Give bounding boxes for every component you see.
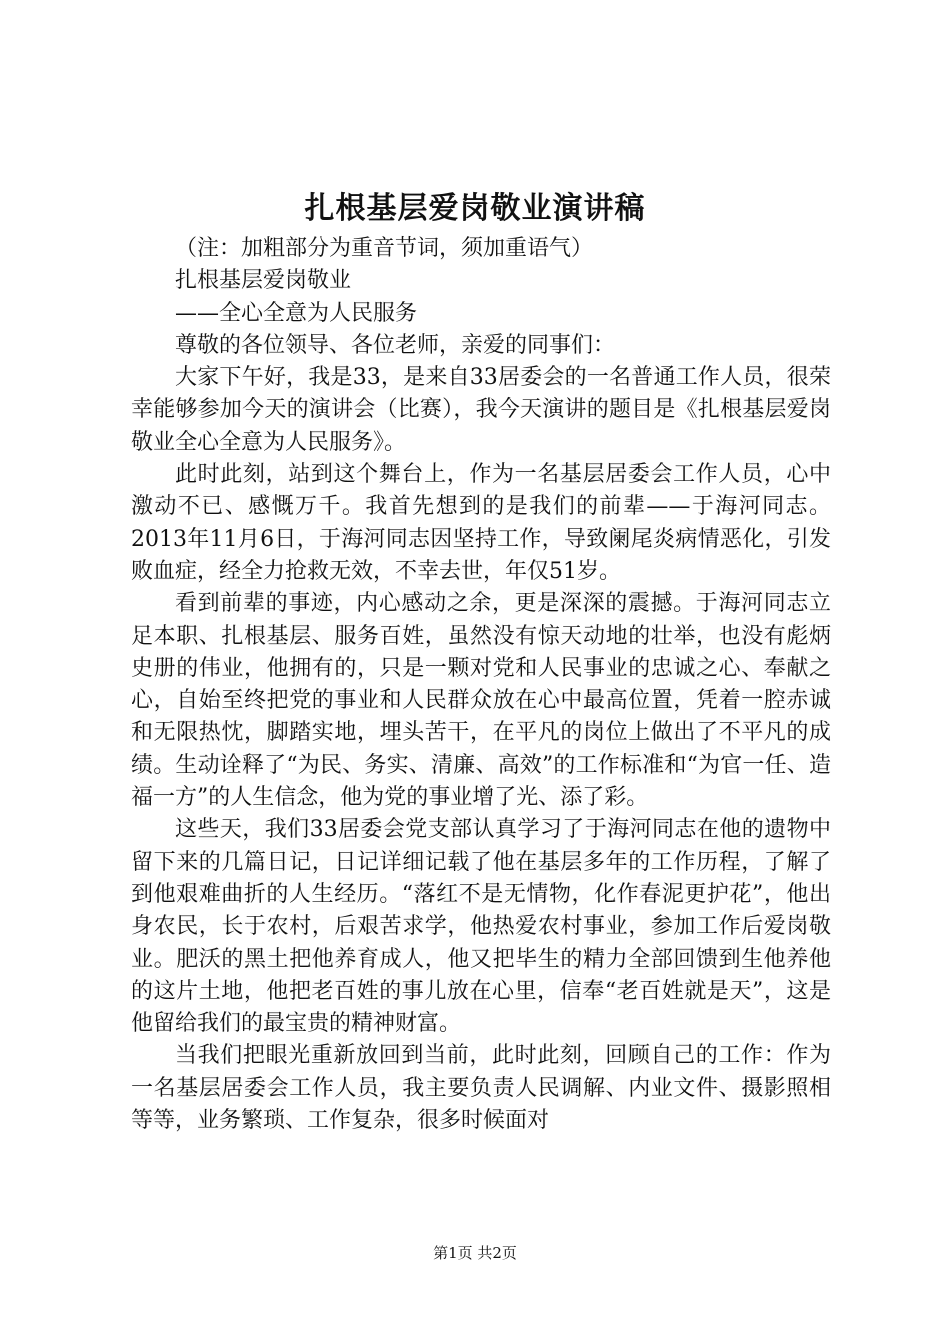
- paragraph: 大家下午好，我是33，是来自33居委会的一名普通工作人员，很荣幸能够参加今天的演讲会（比赛），我今天演讲的题目是《扎根基层爱岗敬业全心全意为人民服务》。: [131, 365, 831, 455]
- paragraph: 看到前辈的事迹，内心感动之余，更是深深的震撼。于海河同志立足本职、扎根基层、服务百姓，虽然没有惊天动地的壮举，也没有彪炳史册的伟业，他拥有的，只是一颗对党和人民事业的忠诚之心、奉献之心，自始至终把党的事业和人民群众放在心中最高位置，凭着一腔赤诚和无限热忱，脚踏实地，埋头苦干，在平凡的岗位上做出了不平凡的成绩。生动诠释了“为民、务实、清廉、高效”的工作标准和“为官一任、造福一方”的人生信念，他为党的事业增了光、添了彩。: [131, 591, 831, 811]
- paragraph: 这些天，我们33居委会党支部认真学习了于海河同志在他的遗物中留下来的几篇日记，日记详细记载了他在基层多年的工作历程，了解了到他艰难曲折的人生经历。“落红不是无情物，化作春泥更护花”，他出身农民，长于农村，后艰苦求学，他热爱农村事业，参加工作后爱岗敬业。肥沃的黑土把他养育成人，他又把毕生的精力全部回馈到生他养他的这片土地，他把老百姓的事儿放在心里，信奉“老百姓就是天”，这是他留给我们的最宝贵的精神财富。: [131, 817, 831, 1037]
- paragraph-heading: 扎根基层爱岗敬业: [175, 268, 352, 294]
- paragraph-greeting: 尊敬的各位领导、各位老师，亲爱的同事们：: [175, 332, 616, 358]
- document-title: 扎根基层爱岗敬业演讲稿: [304, 191, 646, 226]
- paragraph: 此时此刻，站到这个舞台上，作为一名基层居委会工作人员，心中激动不已、感慨万千。我首先想到的是我们的前辈——于海河同志。2013年11月6日，于海河同志因坚持工作，导致阑尾炎病情恶化，引发败血症，经全力抢救无效，不幸去世，年仅51岁。: [131, 462, 831, 584]
- document-body: [131, 233, 831, 1137]
- paragraph-note: （注：加粗部分为重音节词，须加重语气）: [175, 236, 594, 261]
- paragraph: 当我们把眼光重新放回到当前，此时此刻，回顾自己的工作：作为一名基层居委会工作人员，我主要负责人民调解、内业文件、摄影照相等等，业务繁琐、工作复杂，很多时候面对: [131, 1043, 831, 1134]
- page-footer: 第1页 共2页: [433, 1244, 517, 1262]
- paragraph-subheading: ——全心全意为人民服务: [175, 300, 418, 326]
